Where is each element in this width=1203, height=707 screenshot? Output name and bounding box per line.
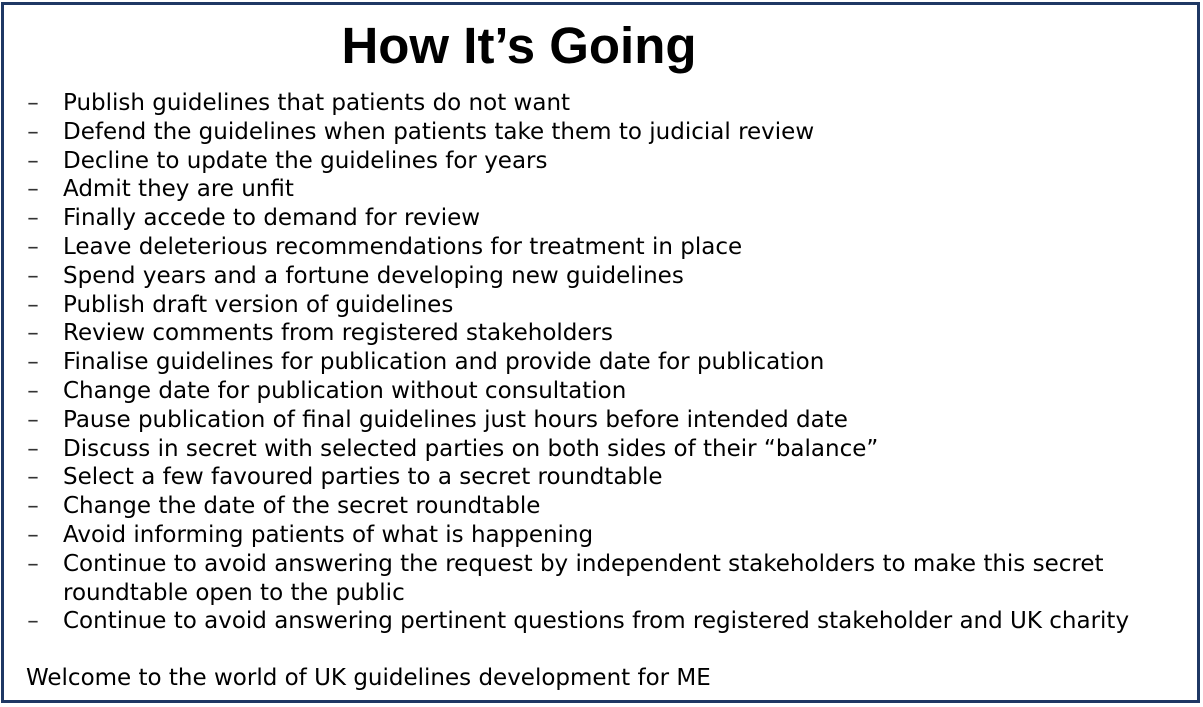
list-item-text: Pause publication of final guidelines just hours before intended date <box>63 406 848 433</box>
dash-bullet-icon: – <box>27 608 39 635</box>
list-item <box>26 147 1191 176</box>
list-item <box>26 319 1191 348</box>
list-item-text: Select a few favoured parties to a secret roundtable <box>63 464 663 491</box>
list-item <box>26 377 1191 406</box>
list-item-text: Change date for publication without consultation <box>63 377 627 404</box>
list-item <box>26 291 1191 320</box>
dash-bullet-icon: – <box>27 406 39 433</box>
list-item <box>26 175 1191 204</box>
footer-text: Welcome to the world of UK guidelines development for ME <box>26 665 711 691</box>
list-item-text: Avoid informing patients of what is happening <box>63 521 594 548</box>
dash-bullet-icon: – <box>27 435 39 462</box>
list-item <box>26 607 1191 636</box>
slide-title: How It’s Going <box>341 17 697 74</box>
dash-bullet-icon: – <box>27 464 39 491</box>
bullet-list <box>26 89 1191 636</box>
list-item-text: Continue to avoid answering pertinent questions from registered stakeholder and UK charity <box>63 608 1130 635</box>
list-item <box>26 89 1191 118</box>
list-item <box>26 262 1191 291</box>
dash-bullet-icon: – <box>27 205 39 232</box>
list-item <box>26 435 1191 464</box>
list-item-text: Continue to avoid answering the request by independent stakeholders to make this secret roundtable open to the public <box>63 550 1104 606</box>
list-item-text: Review comments from registered stakeholders <box>63 320 614 347</box>
dash-bullet-icon: – <box>27 118 39 145</box>
dash-bullet-icon: – <box>27 320 39 347</box>
list-item <box>26 492 1191 521</box>
list-item <box>26 463 1191 492</box>
dash-bullet-icon: – <box>27 147 39 174</box>
dash-bullet-icon: – <box>27 550 39 577</box>
list-item-text: Discuss in secret with selected parties on both sides of their “balance” <box>63 435 879 462</box>
list-item-text: Defend the guidelines when patients take them to judicial review <box>63 118 815 145</box>
dash-bullet-icon: – <box>27 377 39 404</box>
slide-frame <box>1 2 1200 703</box>
list-item-text: Publish guidelines that patients do not want <box>63 90 571 116</box>
list-item-text: Spend years and a fortune developing new guidelines <box>63 262 684 289</box>
list-item <box>26 204 1191 233</box>
list-item-text: Decline to update the guidelines for years <box>63 147 548 174</box>
dash-bullet-icon: – <box>27 176 39 203</box>
list-item <box>26 233 1191 262</box>
dash-bullet-icon: – <box>27 262 39 289</box>
list-item <box>26 521 1191 550</box>
dash-bullet-icon: – <box>27 493 39 520</box>
list-item-text: Finally accede to demand for review <box>63 205 481 232</box>
dash-bullet-icon: – <box>27 291 39 318</box>
dash-bullet-icon: – <box>27 233 39 260</box>
list-item-text: Leave deleterious recommendations for treatment in place <box>63 233 743 260</box>
list-item <box>26 406 1191 435</box>
list-item <box>26 118 1191 147</box>
dash-bullet-icon: – <box>27 90 39 116</box>
list-item <box>26 550 1191 608</box>
list-item-text: Publish draft version of guidelines <box>63 291 454 318</box>
list-item-text: Admit they are unfit <box>63 176 294 203</box>
list-item <box>26 348 1191 377</box>
list-item-text: Change the date of the secret roundtable <box>63 493 541 520</box>
dash-bullet-icon: – <box>27 349 39 376</box>
list-item-text: Finalise guidelines for publication and provide date for publication <box>63 349 825 376</box>
dash-bullet-icon: – <box>27 521 39 548</box>
